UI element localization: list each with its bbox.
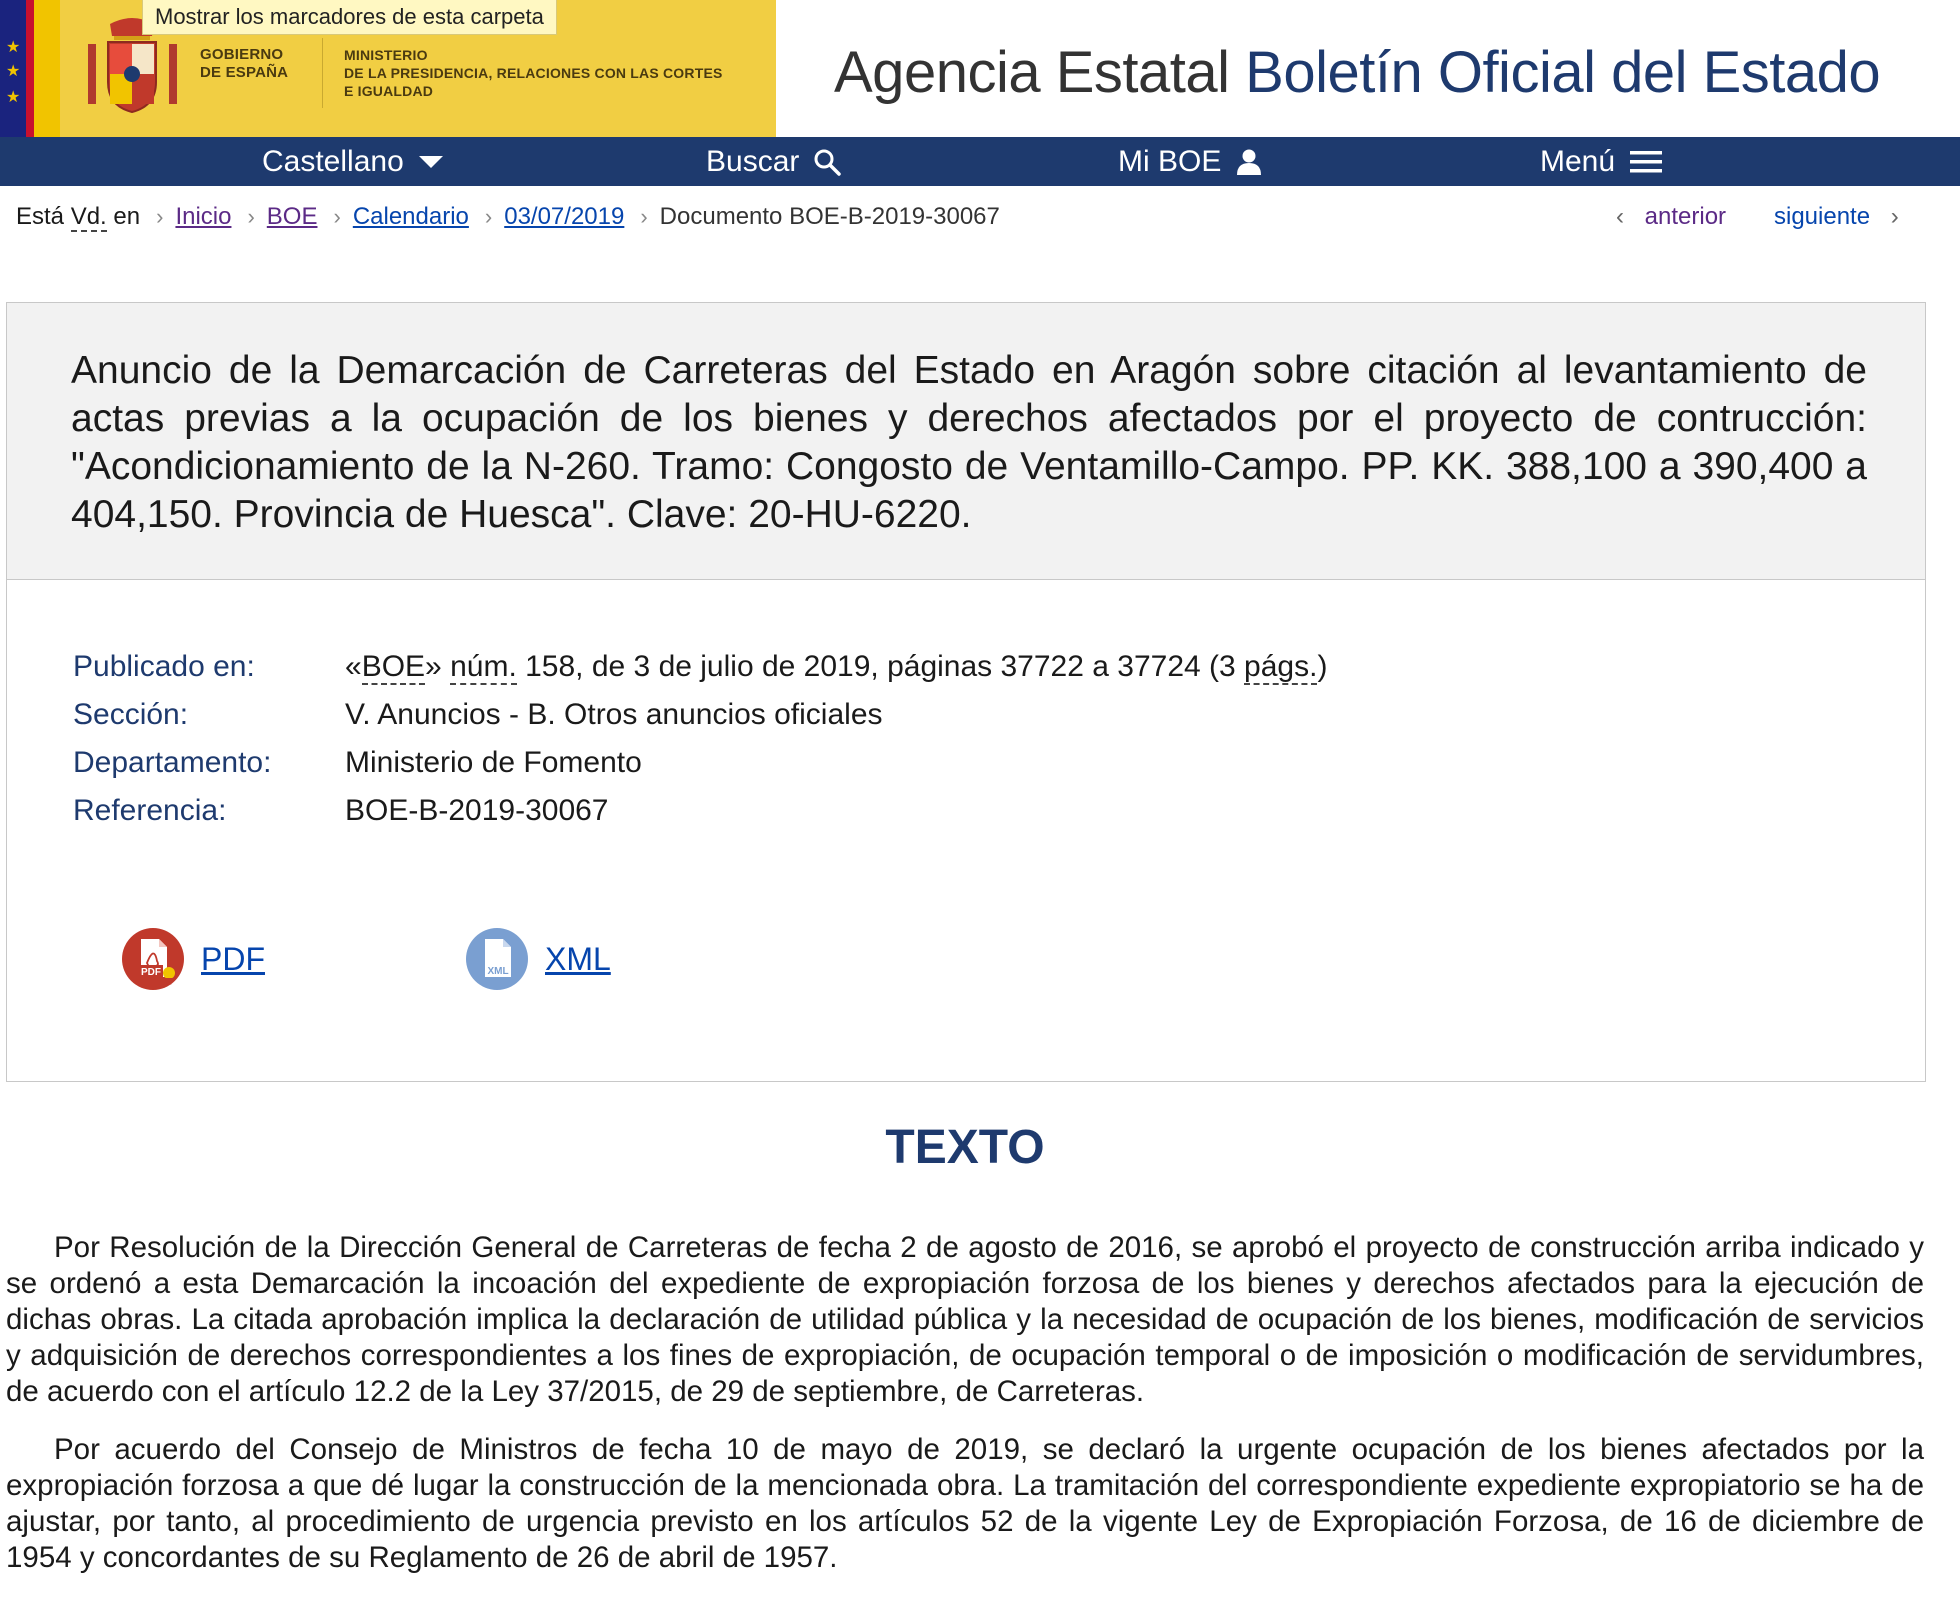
meta-row-reference — [73, 787, 1327, 835]
meta-row-department — [73, 739, 1327, 787]
svg-text:XML: XML — [487, 966, 509, 977]
meta-row-section — [73, 691, 1327, 739]
previous-label: anterior — [1644, 203, 1727, 230]
site-header — [0, 0, 1960, 137]
xml-link[interactable]: XML — [545, 940, 611, 977]
agency-prefix: Agencia Estatal — [834, 40, 1246, 105]
chevron-right-icon: › — [640, 204, 648, 229]
pdf-icon[interactable] — [121, 927, 185, 991]
star-icon: ★ — [6, 89, 21, 106]
chevron-left-icon: ‹ — [1616, 203, 1624, 230]
breadcrumb-prefix-text: en — [106, 203, 141, 230]
gobierno-logo-text — [200, 46, 288, 82]
search-icon — [813, 148, 841, 176]
gobierno-line: GOBIERNO — [200, 46, 284, 63]
document-body — [6, 1230, 1924, 1598]
gobierno-line: DE ESPAÑA — [200, 64, 289, 81]
agency-name: Boletín Oficial del Estado — [1245, 40, 1881, 105]
chevron-right-icon: › — [484, 204, 493, 229]
meta-reference-value: BOE-B-2019-30067 — [345, 794, 609, 827]
language-label: Castellano — [262, 145, 404, 178]
next-label: siguiente — [1774, 203, 1871, 230]
boe-abbreviation[interactable]: BOE — [361, 650, 426, 683]
body-paragraph: Por acuerdo del Consejo de Ministros de fecha 10 de mayo de 2019, se declaró la urgente ocupación de los bienes afectados por la expropiación forzosa a que dé lugar la construcción de la mencionada obra. La tramitación del correspondiente expediente expropiatorio se ha de ajustar, por tanto, al procedimiento de urgencia previsto en los artículos 52 de la vigente Ley de Expropiación Forzosa, de 16 de diciembre de 1954 y concordantes de su Reglamento de 26 de abril de 1957. — [6, 1433, 1924, 1574]
published-text: ) — [1317, 650, 1328, 683]
meta-department-value: Ministerio de Fomento — [345, 746, 642, 779]
menu-button[interactable] — [1540, 137, 1663, 186]
my-boe-button[interactable] — [1118, 137, 1263, 186]
meta-section-value: V. Anuncios - B. Otros anuncios oficiales — [345, 698, 883, 731]
body-paragraph: Por Resolución de la Dirección General de Carreteras de fecha 2 de agosto de 2016, se aprobó el proyecto de construcción arriba indicado y se ordenó a esta Demarcación la incoación del expediente de expropiación forzosa de los bienes y derechos afectados para la ejecución de dichas obras. La citada aprobación implica la declaración de utilidad pública y la necesidad de ocupación de los bienes, modificación de servicios y adquisición de derechos correspondientes a los fines de expropiación, de ocupación temporal o de imposición o modificación de servidumbres, de acuerdo con el artículo 12.2 de la Ley 37/2015, de 29 de septiembre, de Carreteras. — [6, 1231, 1924, 1408]
published-text: « — [345, 650, 362, 683]
published-text: » — [425, 650, 451, 683]
xml-download[interactable] — [465, 927, 611, 991]
menu-label: Menú — [1540, 145, 1616, 178]
my-boe-label: Mi BOE — [1118, 145, 1222, 178]
meta-row-published — [73, 643, 1327, 691]
breadcrumb — [16, 200, 1000, 234]
bookmarks-tooltip: Mostrar los marcadores de esta carpeta — [142, 0, 557, 35]
government-banner[interactable] — [0, 0, 776, 137]
meta-label: Referencia: — [73, 794, 227, 827]
chevron-right-icon: › — [333, 204, 341, 229]
document-title: Anuncio de la Demarcación de Carreteras del Estado en Aragón sobre citación al levantamiento de actas previas a la ocupación de los bienes y derechos afectados por el proyecto de contrucción: "Acondicionamiento de la N-260. Tramo: Congosto de Ventamillo-Campo. PP. KK. 388,100 a 390,400 a 404,150. Provincia de Huesca". Clave: 20-HU-6220. — [71, 349, 1867, 536]
breadcrumb-link-boe[interactable]: BOE — [266, 203, 318, 230]
agency-title[interactable] — [834, 38, 1880, 108]
pdf-link[interactable]: PDF — [201, 940, 265, 977]
document-summary — [6, 302, 1926, 1082]
user-icon — [1235, 148, 1263, 176]
chevron-right-icon: › — [247, 204, 255, 229]
pags-abbreviation[interactable]: págs. — [1244, 650, 1318, 683]
breadcrumb-link-inicio[interactable]: Inicio — [175, 203, 232, 230]
breadcrumb-prefix-text: Está — [16, 203, 71, 230]
breadcrumb-current: Documento BOE-B-2019-30067 — [659, 203, 1000, 230]
meta-label: Sección: — [73, 698, 189, 731]
ministerio-line: MINISTERIO — [344, 47, 428, 63]
document-metadata — [73, 643, 1327, 835]
hamburger-icon — [1629, 149, 1663, 175]
document-title-area — [7, 303, 1925, 580]
pdf-download[interactable] — [121, 927, 265, 991]
search-label: Buscar — [706, 145, 800, 178]
chevron-down-icon — [418, 155, 444, 169]
breadcrumb-prefix — [16, 200, 140, 234]
chevron-right-icon: › — [1890, 203, 1899, 230]
language-selector[interactable] — [262, 137, 444, 186]
breadcrumb-link-calendario[interactable]: Calendario — [352, 203, 469, 230]
num-abbreviation[interactable]: núm. — [450, 650, 517, 683]
main-nav — [0, 137, 1960, 186]
svg-text:PDF: PDF — [141, 967, 161, 978]
ministerio-logo-text — [344, 46, 723, 100]
star-icon: ★ — [6, 39, 21, 56]
chevron-right-icon: › — [156, 204, 164, 229]
next-link[interactable] — [1774, 200, 1899, 234]
xml-icon[interactable] — [465, 927, 529, 991]
breadcrumb-link-date[interactable]: 03/07/2019 — [504, 203, 625, 230]
ministerio-line: DE LA PRESIDENCIA, RELACIONES CON LAS CORTES — [344, 65, 723, 81]
published-text: 158, de 3 de julio de 2019, páginas 37722 a 37724 (3 — [516, 650, 1245, 683]
meta-published-value — [345, 643, 1327, 691]
vd-abbreviation[interactable]: Vd. — [70, 203, 107, 230]
ministerio-line: E IGUALDAD — [344, 83, 434, 99]
meta-label: Departamento: — [73, 746, 272, 779]
logo-divider — [322, 38, 323, 108]
spain-flag-stripe-yellow — [34, 0, 60, 137]
meta-label: Publicado en: — [73, 650, 255, 683]
star-icon: ★ — [6, 63, 21, 80]
texto-heading: TEXTO — [885, 1121, 1045, 1174]
previous-link[interactable] — [1616, 200, 1726, 234]
search-button[interactable] — [706, 137, 841, 186]
